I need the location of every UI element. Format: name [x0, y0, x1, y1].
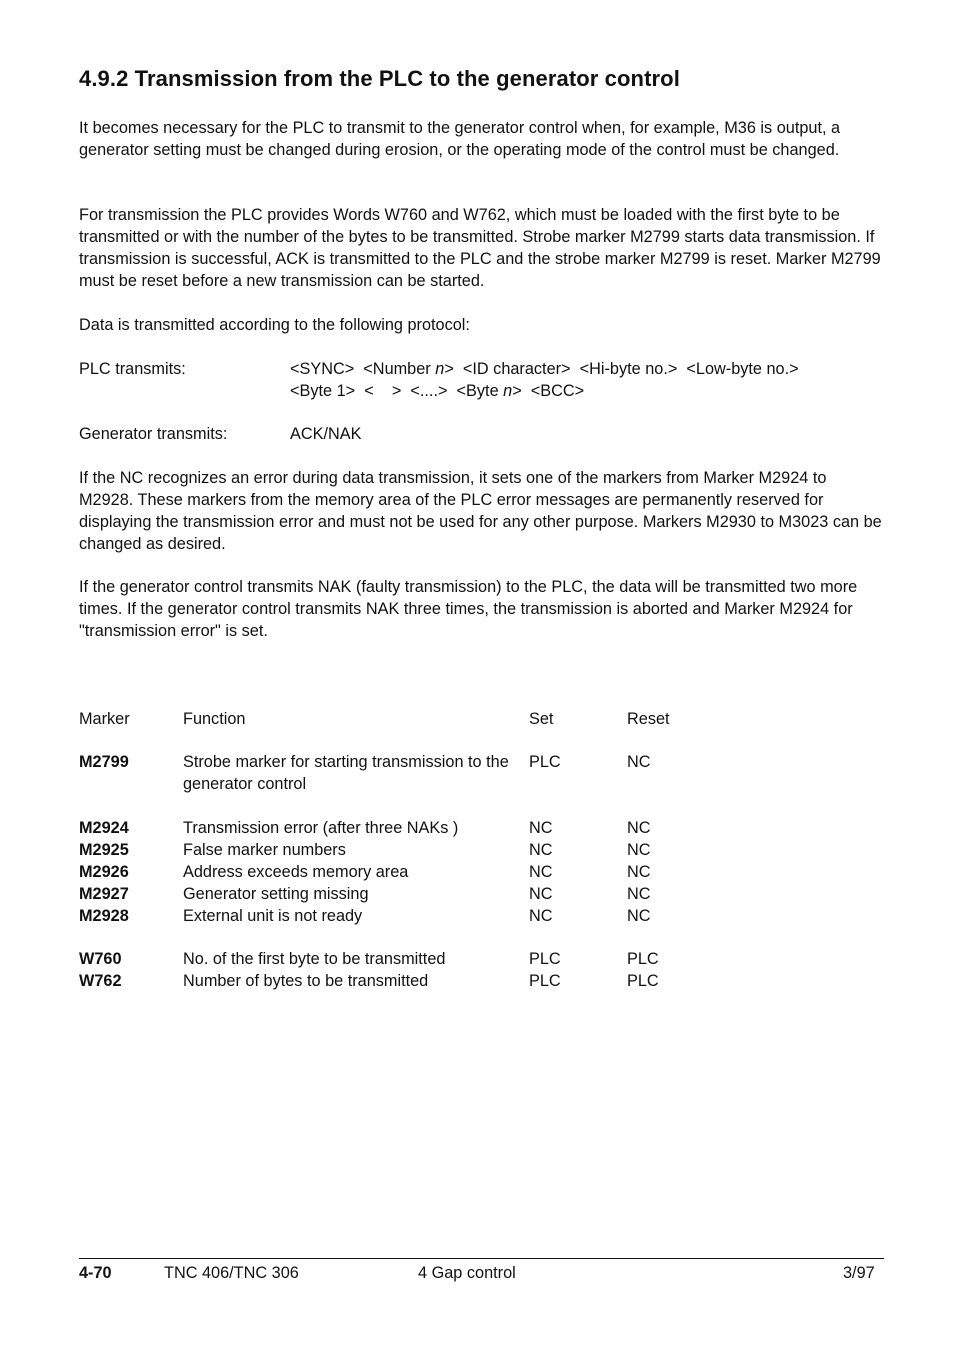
header-reset: Reset	[627, 710, 670, 728]
footer-date: 3/97	[843, 1264, 875, 1282]
transmission-paragraph: For transmission the PLC provides Words W760 and W762, which must be loaded with the first byte to be transmitted or with the number of the bytes to be transmitted. Strobe marker M2799 starts data transmission. If transmission is successful, ACK is transmitted to the PLC and the strobe marker M2799 is reset. Marker M2799 must be reset before a new transmission can be started.	[79, 206, 881, 290]
footer-chapter: 4 Gap control	[418, 1264, 516, 1282]
marker-set: PLC	[529, 972, 561, 990]
header-function: Function	[183, 710, 246, 728]
nak-paragraph: If the generator control transmits NAK (faulty transmission) to the PLC, the data will be transmitted two more times. If the generator control transmits NAK three times, the transmission is aborted and Marker M2924 for "transmission error" is set.	[79, 578, 858, 640]
header-set: Set	[529, 710, 554, 728]
marker-function: False marker numbers	[183, 841, 346, 859]
plc-protocol-line-2: <Byte 1> < > <....> <Byte n> <BCC>	[290, 382, 585, 400]
marker-reset: NC	[627, 841, 651, 859]
marker-reset: PLC	[627, 950, 659, 968]
marker-reset: NC	[627, 819, 651, 837]
marker-reset: NC	[627, 753, 651, 771]
marker-set: NC	[529, 907, 553, 925]
page-number: 4-70	[79, 1264, 112, 1282]
marker-function: Number of bytes to be transmitted	[183, 972, 429, 990]
plc-transmits-label: PLC transmits:	[79, 360, 186, 378]
marker-function: Strobe marker for starting transmission to the generator control	[183, 753, 509, 793]
marker-code: M2928	[79, 907, 129, 925]
generator-protocol-value: ACK/NAK	[290, 425, 362, 443]
generator-transmits-label: Generator transmits:	[79, 425, 228, 443]
marker-function: No. of the first byte to be transmitted	[183, 950, 446, 968]
intro-paragraph: It becomes necessary for the PLC to transmit to the generator control when, for example, M36 is output, a generator setting must be changed during erosion, or the operating mode of the control must be changed.	[79, 119, 841, 159]
error-paragraph: If the NC recognizes an error during data transmission, it sets one of the markers from Marker M2924 to M2928. These markers from the memory area of the PLC error messages are permanently reserved for displaying the transmission error and must not be used for any other purpose. Markers M2930 to M3023 can be changed as desired.	[79, 469, 882, 553]
marker-function: External unit is not ready	[183, 907, 363, 925]
marker-code: M2927	[79, 885, 129, 903]
header-marker: Marker	[79, 710, 130, 728]
marker-code: M2925	[79, 841, 129, 859]
page-title: 4.9.2 Transmission from the PLC to the generator control	[79, 66, 680, 91]
marker-code: W762	[79, 972, 122, 990]
marker-set: NC	[529, 841, 553, 859]
marker-function: Generator setting missing	[183, 885, 369, 903]
marker-set: PLC	[529, 753, 561, 771]
marker-set: NC	[529, 819, 553, 837]
marker-reset: PLC	[627, 972, 659, 990]
protocol-intro: Data is transmitted according to the following protocol:	[79, 316, 470, 334]
marker-code: M2926	[79, 863, 129, 881]
marker-set: PLC	[529, 950, 561, 968]
footer-model: TNC 406/TNC 306	[164, 1264, 299, 1282]
footer-divider	[79, 1258, 884, 1259]
marker-function: Address exceeds memory area	[183, 863, 409, 881]
marker-reset: NC	[627, 863, 651, 881]
plc-protocol-line-1: <SYNC> <Number n> <ID character> <Hi-byte no.> <Low-byte no.>	[290, 360, 799, 378]
marker-reset: NC	[627, 907, 651, 925]
marker-code: W760	[79, 950, 122, 968]
marker-code: M2924	[79, 819, 129, 837]
marker-set: NC	[529, 885, 553, 903]
marker-reset: NC	[627, 885, 651, 903]
marker-code: M2799	[79, 753, 129, 771]
marker-function: Transmission error (after three NAKs )	[183, 819, 459, 837]
marker-set: NC	[529, 863, 553, 881]
